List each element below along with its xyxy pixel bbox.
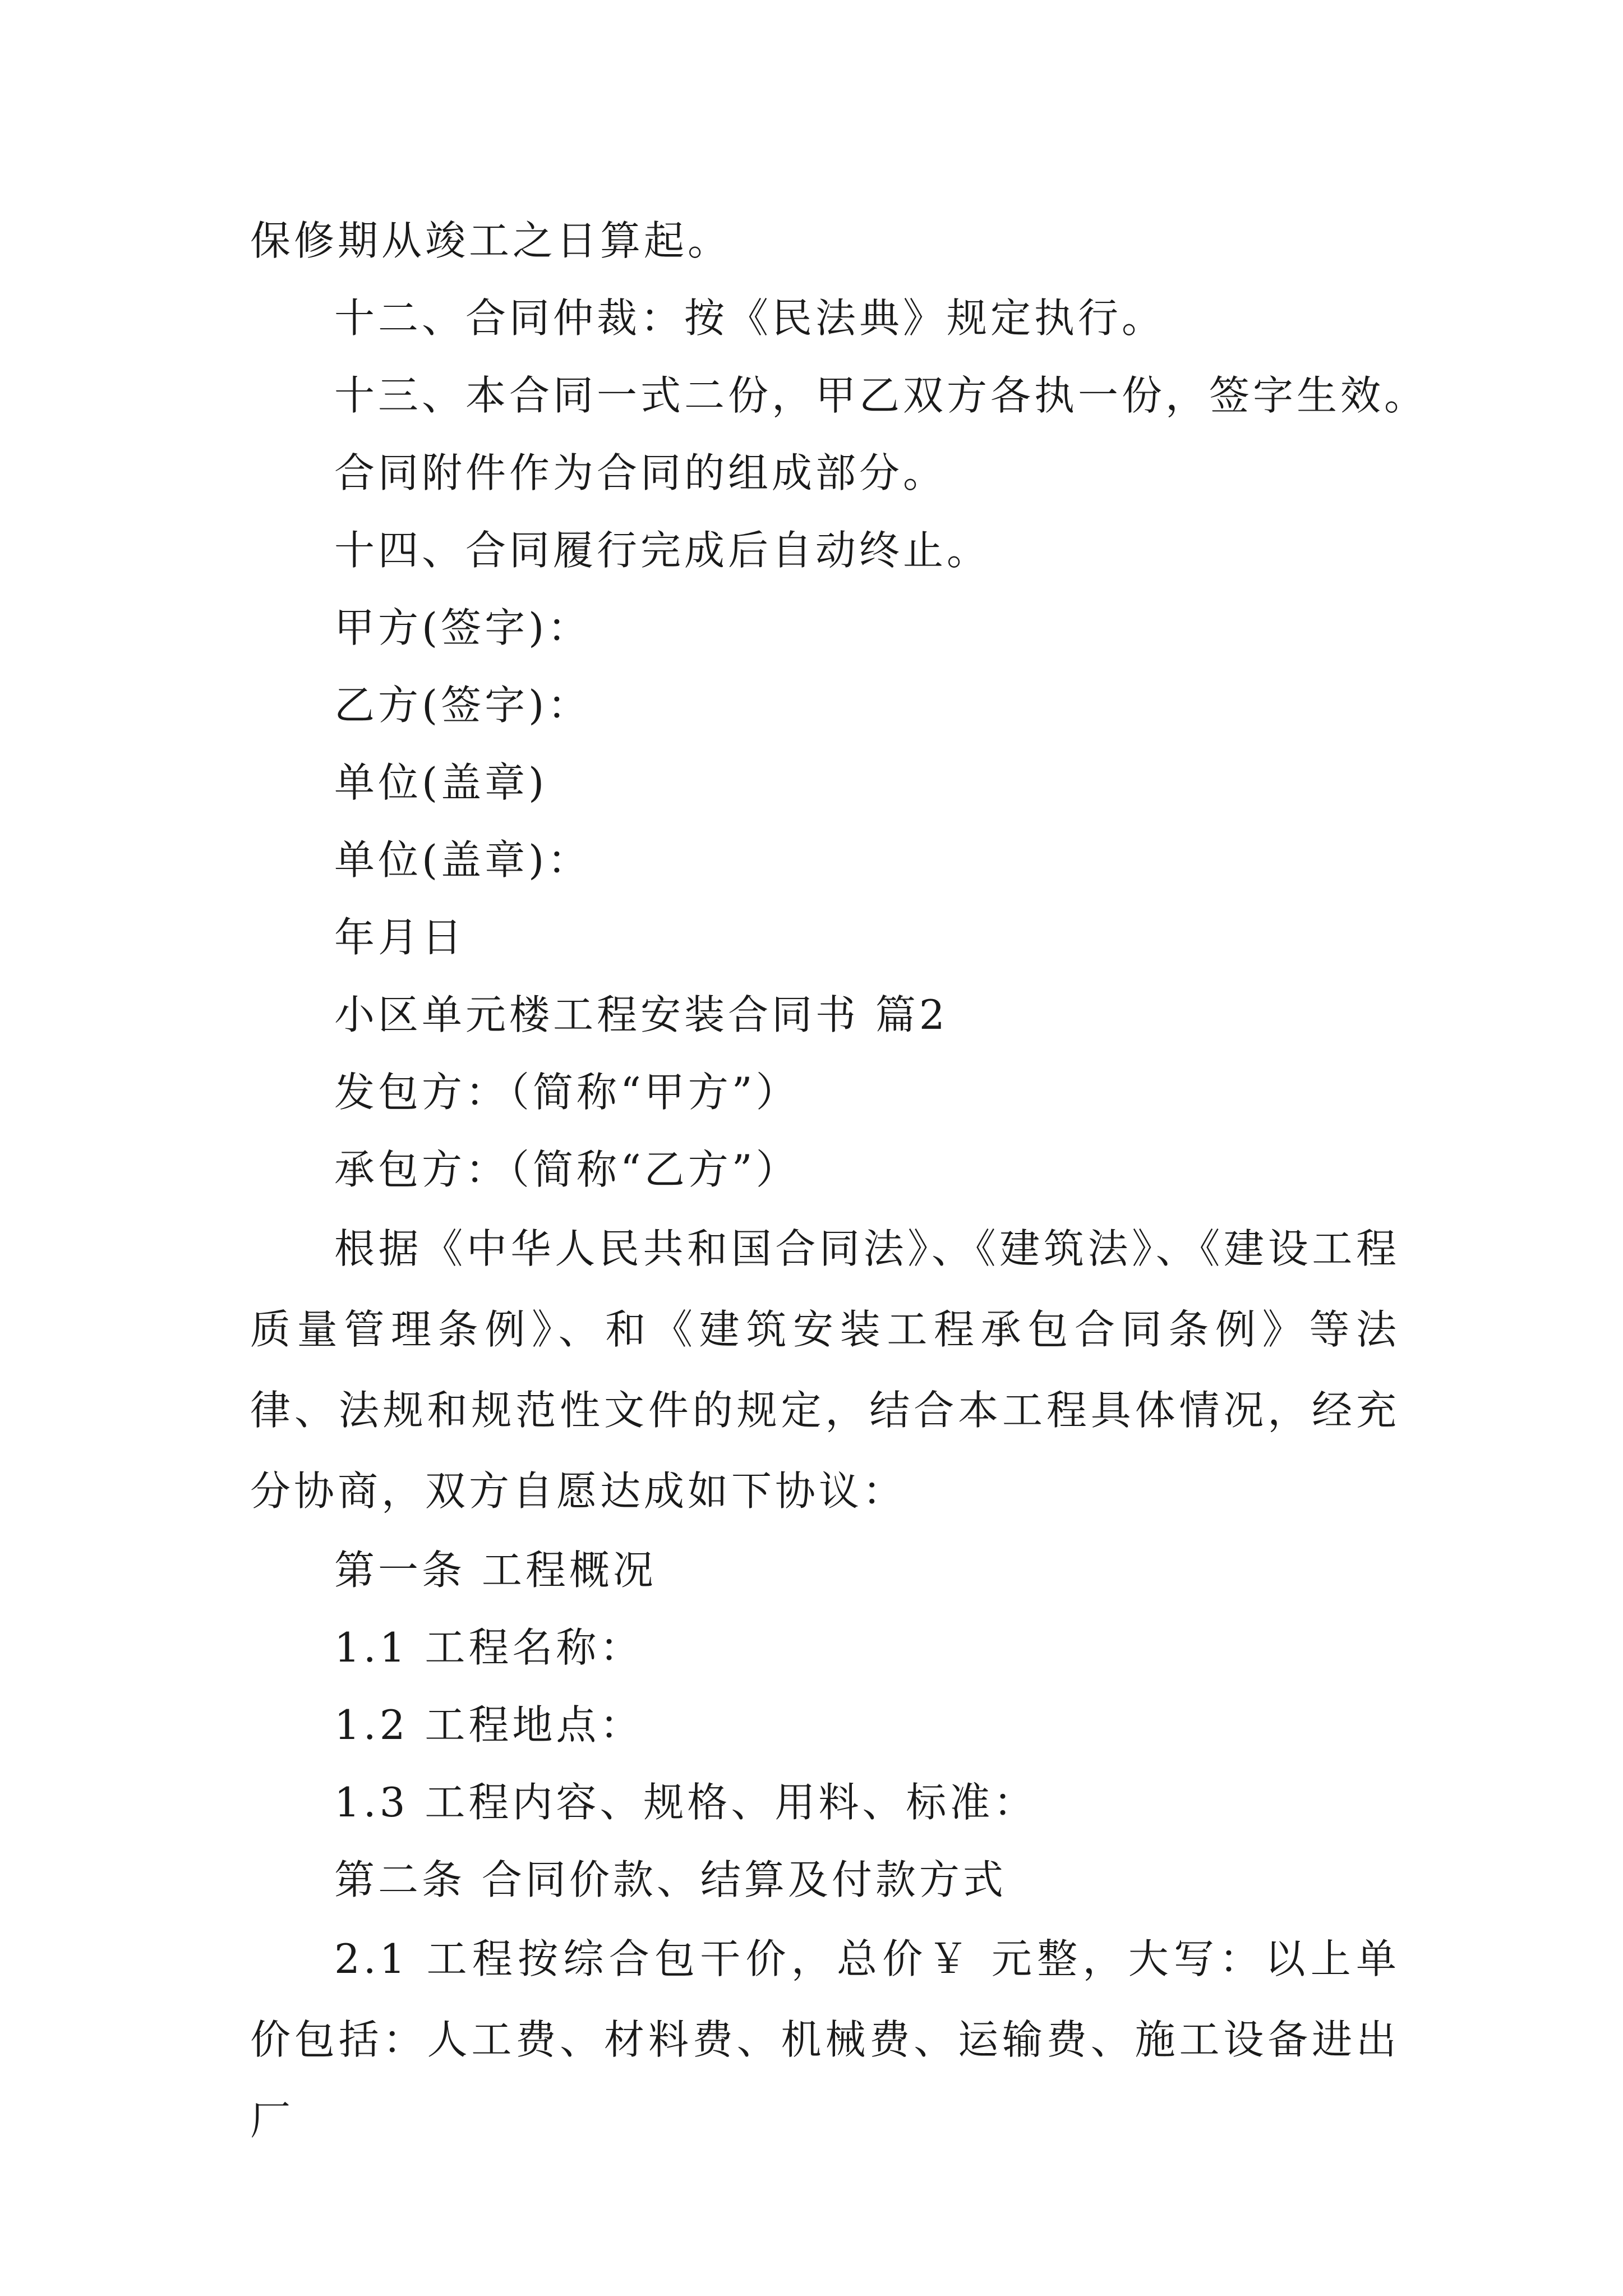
- clause-12-arbitration: 十二、合同仲裁：按《民法典》规定执行。: [334, 295, 1166, 342]
- unit-seal-label-2: 单位(盖章)：: [334, 836, 592, 884]
- date-label: 年月日: [334, 914, 466, 961]
- article-2-title: 第二条 合同价款、结算及付款方式: [334, 1856, 1007, 1903]
- item-2-1-price: 2.1 工程按综合包干价，总价￥ 元整，大写：以上单价包括：人工费、材料费、机械费、运输费、施工设备进出厂: [250, 1935, 1400, 2144]
- document-body: [250, 202, 1428, 2161]
- clause-14-termination: 十四、合同履行完成后自动终止。: [334, 527, 991, 574]
- contractor-label: 承包方：（简称“乙方”）: [334, 1146, 800, 1193]
- item-1-3-project-content: 1.3 工程内容、规格、用料、标准：: [334, 1779, 1038, 1826]
- item-1-2-project-location: 1.2 工程地点：: [334, 1701, 644, 1749]
- clause-13-copies: 十三、本合同一式二份，甲乙双方各执一份，签字生效。: [334, 372, 1428, 419]
- unit-seal-label-1: 单位(盖章): [334, 759, 548, 806]
- contract-title-part-2: 小区单元楼工程安装合同书 篇2: [334, 991, 948, 1038]
- party-b-signature-label: 乙方(签字)：: [334, 682, 592, 729]
- text-line-attachments: 合同附件作为合同的组成部分。: [334, 449, 947, 496]
- intro-paragraph: 根据《中华人民共和国合同法》、《建筑法》、《建设工程质量管理条例》、和《建筑安装工程承包合同条例》等法律、法规和规范性文件的规定，结合本工程具体情况，经充分协商，双方自愿达成如下协议：: [250, 1225, 1400, 1515]
- employer-label: 发包方：（简称“甲方”）: [334, 1069, 800, 1116]
- article-1-title: 第一条 工程概况: [334, 1547, 657, 1594]
- party-a-signature-label: 甲方(签字)：: [334, 604, 592, 651]
- text-line-warranty-start: 保修期从竣工之日算起。: [250, 217, 732, 264]
- item-1-1-project-name: 1.1 工程名称：: [334, 1624, 644, 1671]
